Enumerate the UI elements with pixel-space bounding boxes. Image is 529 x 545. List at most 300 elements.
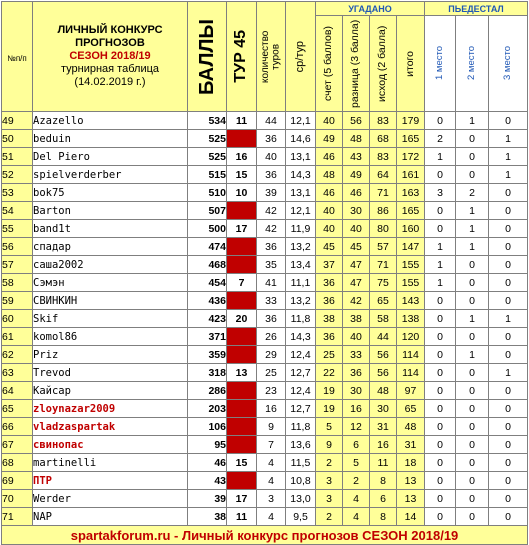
participant-nick: Кайсар bbox=[33, 382, 188, 400]
outcome-hits: 8 bbox=[370, 508, 397, 526]
points-value: 454 bbox=[188, 274, 227, 292]
participant-nick: Azazello bbox=[33, 112, 188, 130]
header-place1: 1 место bbox=[425, 16, 456, 112]
tour-points bbox=[227, 346, 257, 364]
tour-points bbox=[227, 472, 257, 490]
diff-hits: 4 bbox=[343, 508, 370, 526]
place1-count: 0 bbox=[425, 364, 456, 382]
tour-points bbox=[227, 436, 257, 454]
diff-hits: 38 bbox=[343, 310, 370, 328]
row-number: 59 bbox=[2, 292, 33, 310]
place2-count: 1 bbox=[456, 220, 489, 238]
tour-points bbox=[227, 328, 257, 346]
row-number: 63 bbox=[2, 364, 33, 382]
score-hits: 5 bbox=[316, 418, 343, 436]
table-row bbox=[2, 400, 528, 418]
avg-per-tour: 13,1 bbox=[286, 148, 316, 166]
diff-hits: 47 bbox=[343, 256, 370, 274]
table-row bbox=[2, 382, 528, 400]
diff-hits: 33 bbox=[343, 346, 370, 364]
avg-per-tour: 10,8 bbox=[286, 472, 316, 490]
place3-count: 1 bbox=[489, 130, 528, 148]
total-hits: 160 bbox=[397, 220, 425, 238]
place2-count: 0 bbox=[456, 130, 489, 148]
place3-count: 1 bbox=[489, 166, 528, 184]
outcome-hits: 71 bbox=[370, 256, 397, 274]
avg-per-tour: 13,1 bbox=[286, 184, 316, 202]
header-podium: ПЬЕДЕСТАЛ bbox=[425, 2, 528, 16]
points-value: 39 bbox=[188, 490, 227, 508]
outcome-hits: 44 bbox=[370, 328, 397, 346]
table-row bbox=[2, 472, 528, 490]
tour-points: 7 bbox=[227, 274, 257, 292]
place3-count: 0 bbox=[489, 274, 528, 292]
place1-count: 0 bbox=[425, 166, 456, 184]
total-hits: 179 bbox=[397, 112, 425, 130]
points-value: 286 bbox=[188, 382, 227, 400]
place3-count: 0 bbox=[489, 112, 528, 130]
table-row bbox=[2, 310, 528, 328]
tour-points bbox=[227, 256, 257, 274]
place3-count: 0 bbox=[489, 418, 528, 436]
outcome-hits: 30 bbox=[370, 400, 397, 418]
diff-hits: 2 bbox=[343, 472, 370, 490]
tours-count: 36 bbox=[257, 238, 286, 256]
place2-count: 0 bbox=[456, 328, 489, 346]
score-hits: 36 bbox=[316, 292, 343, 310]
score-hits: 48 bbox=[316, 166, 343, 184]
row-number: 51 bbox=[2, 148, 33, 166]
avg-per-tour: 12,1 bbox=[286, 112, 316, 130]
table-row bbox=[2, 184, 528, 202]
total-hits: 147 bbox=[397, 238, 425, 256]
place1-count: 0 bbox=[425, 454, 456, 472]
diff-hits: 49 bbox=[343, 166, 370, 184]
tour-points bbox=[227, 400, 257, 418]
points-value: 38 bbox=[188, 508, 227, 526]
points-value: 46 bbox=[188, 454, 227, 472]
season-label: СЕЗОН 2018/19 bbox=[69, 50, 151, 62]
row-number: 58 bbox=[2, 274, 33, 292]
total-hits: 155 bbox=[397, 274, 425, 292]
points-value: 318 bbox=[188, 364, 227, 382]
header-tour: ТУР 45 bbox=[227, 2, 257, 112]
tour-points bbox=[227, 130, 257, 148]
diff-hits: 46 bbox=[343, 184, 370, 202]
score-hits: 40 bbox=[316, 112, 343, 130]
place2-count: 0 bbox=[456, 382, 489, 400]
header-row-top bbox=[2, 2, 528, 16]
tours-count: 7 bbox=[257, 436, 286, 454]
diff-hits: 6 bbox=[343, 436, 370, 454]
row-number: 57 bbox=[2, 256, 33, 274]
outcome-hits: 71 bbox=[370, 184, 397, 202]
participant-nick: beduin bbox=[33, 130, 188, 148]
tours-count: 42 bbox=[257, 202, 286, 220]
points-value: 468 bbox=[188, 256, 227, 274]
tours-count: 23 bbox=[257, 382, 286, 400]
place2-count: 0 bbox=[456, 490, 489, 508]
score-hits: 2 bbox=[316, 508, 343, 526]
score-hits: 40 bbox=[316, 202, 343, 220]
row-number: 67 bbox=[2, 436, 33, 454]
total-hits: 114 bbox=[397, 364, 425, 382]
score-hits: 2 bbox=[316, 454, 343, 472]
tours-count: 33 bbox=[257, 292, 286, 310]
table-row bbox=[2, 436, 528, 454]
header-avg: ср/тур bbox=[286, 2, 316, 112]
diff-hits: 47 bbox=[343, 274, 370, 292]
avg-per-tour: 11,5 bbox=[286, 454, 316, 472]
tours-count: 44 bbox=[257, 112, 286, 130]
place3-count: 0 bbox=[489, 184, 528, 202]
outcome-hits: 11 bbox=[370, 454, 397, 472]
total-hits: 13 bbox=[397, 472, 425, 490]
table-row bbox=[2, 508, 528, 526]
table-row bbox=[2, 256, 528, 274]
table-row bbox=[2, 202, 528, 220]
avg-per-tour: 11,8 bbox=[286, 418, 316, 436]
place1-count: 0 bbox=[425, 220, 456, 238]
avg-per-tour: 11,8 bbox=[286, 310, 316, 328]
avg-per-tour: 14,3 bbox=[286, 166, 316, 184]
participant-nick: Сэмэн bbox=[33, 274, 188, 292]
place2-count: 0 bbox=[456, 508, 489, 526]
header-place2: 2 место bbox=[456, 16, 489, 112]
outcome-hits: 56 bbox=[370, 364, 397, 382]
tours-count: 36 bbox=[257, 130, 286, 148]
total-hits: 155 bbox=[397, 256, 425, 274]
participant-nick: саша2002 bbox=[33, 256, 188, 274]
header-score: счет (5 баллов) bbox=[316, 16, 343, 112]
tours-count: 26 bbox=[257, 328, 286, 346]
points-value: 510 bbox=[188, 184, 227, 202]
place2-count: 0 bbox=[456, 472, 489, 490]
tours-count: 39 bbox=[257, 184, 286, 202]
place3-count: 0 bbox=[489, 220, 528, 238]
participant-nick: Barton bbox=[33, 202, 188, 220]
outcome-hits: 83 bbox=[370, 112, 397, 130]
tour-points bbox=[227, 238, 257, 256]
table-date: (14.02.2019 г.) bbox=[74, 76, 146, 88]
outcome-hits: 57 bbox=[370, 238, 397, 256]
place1-count: 3 bbox=[425, 184, 456, 202]
outcome-hits: 58 bbox=[370, 310, 397, 328]
place3-count: 0 bbox=[489, 346, 528, 364]
score-hits: 46 bbox=[316, 184, 343, 202]
table-row bbox=[2, 238, 528, 256]
title-line-1: ЛИЧНЫЙ КОНКУРС bbox=[57, 24, 163, 36]
row-number: 70 bbox=[2, 490, 33, 508]
total-hits: 18 bbox=[397, 454, 425, 472]
table-row bbox=[2, 490, 528, 508]
place1-count: 0 bbox=[425, 472, 456, 490]
place3-count: 0 bbox=[489, 382, 528, 400]
total-hits: 97 bbox=[397, 382, 425, 400]
place2-count: 1 bbox=[456, 310, 489, 328]
avg-per-tour: 12,4 bbox=[286, 346, 316, 364]
outcome-hits: 48 bbox=[370, 382, 397, 400]
diff-hits: 16 bbox=[343, 400, 370, 418]
tour-points: 10 bbox=[227, 184, 257, 202]
place2-count: 0 bbox=[456, 454, 489, 472]
score-hits: 36 bbox=[316, 328, 343, 346]
row-number: 66 bbox=[2, 418, 33, 436]
place1-count: 0 bbox=[425, 418, 456, 436]
row-number: 55 bbox=[2, 220, 33, 238]
tours-count: 36 bbox=[257, 166, 286, 184]
table-row bbox=[2, 292, 528, 310]
table-row bbox=[2, 346, 528, 364]
place3-count: 0 bbox=[489, 436, 528, 454]
outcome-hits: 31 bbox=[370, 418, 397, 436]
header-tours-count: количество туров bbox=[257, 2, 286, 112]
outcome-hits: 56 bbox=[370, 346, 397, 364]
score-hits: 46 bbox=[316, 148, 343, 166]
total-hits: 120 bbox=[397, 328, 425, 346]
place3-count: 0 bbox=[489, 238, 528, 256]
score-hits: 38 bbox=[316, 310, 343, 328]
place3-count: 0 bbox=[489, 508, 528, 526]
avg-per-tour: 14,6 bbox=[286, 130, 316, 148]
tours-count: 16 bbox=[257, 400, 286, 418]
participant-nick: спадар bbox=[33, 238, 188, 256]
points-value: 203 bbox=[188, 400, 227, 418]
tour-points: 15 bbox=[227, 166, 257, 184]
row-number: 69 bbox=[2, 472, 33, 490]
place1-count: 0 bbox=[425, 508, 456, 526]
tour-points: 13 bbox=[227, 364, 257, 382]
participant-nick: ПТР bbox=[33, 472, 188, 490]
tours-count: 41 bbox=[257, 274, 286, 292]
outcome-hits: 75 bbox=[370, 274, 397, 292]
total-hits: 48 bbox=[397, 418, 425, 436]
place2-count: 1 bbox=[456, 346, 489, 364]
header-points: БАЛЛЫ bbox=[188, 2, 227, 112]
place1-count: 0 bbox=[425, 292, 456, 310]
place3-count: 0 bbox=[489, 472, 528, 490]
tours-count: 3 bbox=[257, 490, 286, 508]
diff-hits: 45 bbox=[343, 238, 370, 256]
points-value: 371 bbox=[188, 328, 227, 346]
place2-count: 0 bbox=[456, 292, 489, 310]
tour-points: 17 bbox=[227, 490, 257, 508]
outcome-hits: 86 bbox=[370, 202, 397, 220]
standings-table bbox=[1, 1, 528, 545]
points-value: 95 bbox=[188, 436, 227, 454]
total-hits: 65 bbox=[397, 400, 425, 418]
total-hits: 14 bbox=[397, 508, 425, 526]
tour-points: 15 bbox=[227, 454, 257, 472]
participant-nick: NAP bbox=[33, 508, 188, 526]
row-number: 49 bbox=[2, 112, 33, 130]
place3-count: 0 bbox=[489, 400, 528, 418]
avg-per-tour: 13,4 bbox=[286, 256, 316, 274]
tour-points: 11 bbox=[227, 508, 257, 526]
points-value: 423 bbox=[188, 310, 227, 328]
table-row bbox=[2, 454, 528, 472]
score-hits: 22 bbox=[316, 364, 343, 382]
avg-per-tour: 12,7 bbox=[286, 364, 316, 382]
header-no: №п/п bbox=[2, 2, 33, 112]
place1-count: 0 bbox=[425, 202, 456, 220]
avg-per-tour: 13,6 bbox=[286, 436, 316, 454]
place2-count: 2 bbox=[456, 184, 489, 202]
outcome-hits: 83 bbox=[370, 148, 397, 166]
table-row bbox=[2, 274, 528, 292]
place1-count: 0 bbox=[425, 310, 456, 328]
tours-count: 35 bbox=[257, 256, 286, 274]
points-value: 474 bbox=[188, 238, 227, 256]
points-value: 507 bbox=[188, 202, 227, 220]
row-number: 54 bbox=[2, 202, 33, 220]
diff-hits: 42 bbox=[343, 292, 370, 310]
table-row bbox=[2, 220, 528, 238]
place2-count: 0 bbox=[456, 148, 489, 166]
tours-count: 36 bbox=[257, 310, 286, 328]
place3-count: 0 bbox=[489, 292, 528, 310]
total-hits: 165 bbox=[397, 130, 425, 148]
score-hits: 3 bbox=[316, 490, 343, 508]
outcome-hits: 6 bbox=[370, 490, 397, 508]
row-number: 60 bbox=[2, 310, 33, 328]
header-outcome: исход (2 балла) bbox=[370, 16, 397, 112]
place1-count: 0 bbox=[425, 490, 456, 508]
score-hits: 49 bbox=[316, 130, 343, 148]
place1-count: 0 bbox=[425, 346, 456, 364]
place2-count: 1 bbox=[456, 238, 489, 256]
score-hits: 45 bbox=[316, 238, 343, 256]
participant-nick: vladzaspartak bbox=[33, 418, 188, 436]
place3-count: 1 bbox=[489, 364, 528, 382]
points-value: 525 bbox=[188, 148, 227, 166]
outcome-hits: 8 bbox=[370, 472, 397, 490]
place2-count: 0 bbox=[456, 364, 489, 382]
total-hits: 172 bbox=[397, 148, 425, 166]
points-value: 500 bbox=[188, 220, 227, 238]
score-hits: 3 bbox=[316, 472, 343, 490]
diff-hits: 48 bbox=[343, 130, 370, 148]
tours-count: 9 bbox=[257, 418, 286, 436]
diff-hits: 40 bbox=[343, 220, 370, 238]
tours-count: 29 bbox=[257, 346, 286, 364]
diff-hits: 12 bbox=[343, 418, 370, 436]
participant-nick: Skif bbox=[33, 310, 188, 328]
row-number: 68 bbox=[2, 454, 33, 472]
score-hits: 25 bbox=[316, 346, 343, 364]
outcome-hits: 16 bbox=[370, 436, 397, 454]
place2-count: 0 bbox=[456, 436, 489, 454]
title-block bbox=[33, 2, 188, 112]
participant-nick: СВИНКИН bbox=[33, 292, 188, 310]
place2-count: 0 bbox=[456, 256, 489, 274]
table-subtitle: турнирная таблица bbox=[60, 63, 160, 75]
tour-points: 17 bbox=[227, 220, 257, 238]
tours-count: 4 bbox=[257, 472, 286, 490]
diff-hits: 56 bbox=[343, 112, 370, 130]
row-number: 62 bbox=[2, 346, 33, 364]
participant-nick: Werder bbox=[33, 490, 188, 508]
tour-points bbox=[227, 382, 257, 400]
total-hits: 114 bbox=[397, 346, 425, 364]
row-number: 52 bbox=[2, 166, 33, 184]
points-value: 106 bbox=[188, 418, 227, 436]
avg-per-tour: 11,1 bbox=[286, 274, 316, 292]
place3-count: 0 bbox=[489, 328, 528, 346]
diff-hits: 5 bbox=[343, 454, 370, 472]
place1-count: 1 bbox=[425, 238, 456, 256]
place2-count: 0 bbox=[456, 166, 489, 184]
place1-count: 0 bbox=[425, 382, 456, 400]
outcome-hits: 68 bbox=[370, 130, 397, 148]
total-hits: 143 bbox=[397, 292, 425, 310]
footer-caption: spartakforum.ru - Личный конкурс прогнозов СЕЗОН 2018/19 bbox=[2, 526, 528, 545]
place1-count: 2 bbox=[425, 130, 456, 148]
avg-per-tour: 9,5 bbox=[286, 508, 316, 526]
row-number: 71 bbox=[2, 508, 33, 526]
outcome-hits: 80 bbox=[370, 220, 397, 238]
tours-count: 4 bbox=[257, 508, 286, 526]
place1-count: 1 bbox=[425, 274, 456, 292]
total-hits: 161 bbox=[397, 166, 425, 184]
avg-per-tour: 12,1 bbox=[286, 202, 316, 220]
total-hits: 31 bbox=[397, 436, 425, 454]
diff-hits: 36 bbox=[343, 364, 370, 382]
diff-hits: 4 bbox=[343, 490, 370, 508]
place3-count: 0 bbox=[489, 454, 528, 472]
participant-nick: Del Piero bbox=[33, 148, 188, 166]
diff-hits: 30 bbox=[343, 382, 370, 400]
participant-nick: zloynazar2009 bbox=[33, 400, 188, 418]
title-line-2: ПРОГНОЗОВ bbox=[75, 37, 145, 49]
total-hits: 165 bbox=[397, 202, 425, 220]
place2-count: 0 bbox=[456, 274, 489, 292]
header-guessed: УГАДАНО bbox=[316, 2, 425, 16]
tour-points bbox=[227, 418, 257, 436]
diff-hits: 40 bbox=[343, 328, 370, 346]
total-hits: 163 bbox=[397, 184, 425, 202]
table-row bbox=[2, 112, 528, 130]
tours-count: 40 bbox=[257, 148, 286, 166]
row-number: 53 bbox=[2, 184, 33, 202]
avg-per-tour: 11,9 bbox=[286, 220, 316, 238]
place1-count: 1 bbox=[425, 256, 456, 274]
tour-points bbox=[227, 202, 257, 220]
table-row bbox=[2, 328, 528, 346]
points-value: 436 bbox=[188, 292, 227, 310]
table-row bbox=[2, 130, 528, 148]
score-hits: 40 bbox=[316, 220, 343, 238]
total-hits: 13 bbox=[397, 490, 425, 508]
tour-points bbox=[227, 292, 257, 310]
score-hits: 9 bbox=[316, 436, 343, 454]
points-value: 515 bbox=[188, 166, 227, 184]
place1-count: 0 bbox=[425, 400, 456, 418]
points-value: 525 bbox=[188, 130, 227, 148]
participant-nick: spielverderber bbox=[33, 166, 188, 184]
place3-count: 0 bbox=[489, 256, 528, 274]
tours-count: 4 bbox=[257, 454, 286, 472]
participant-nick: bok75 bbox=[33, 184, 188, 202]
row-number: 65 bbox=[2, 400, 33, 418]
tours-count: 42 bbox=[257, 220, 286, 238]
score-hits: 37 bbox=[316, 256, 343, 274]
place1-count: 1 bbox=[425, 148, 456, 166]
participant-nick: band1t bbox=[33, 220, 188, 238]
header-total: итого bbox=[397, 16, 425, 112]
total-hits: 138 bbox=[397, 310, 425, 328]
avg-per-tour: 12,4 bbox=[286, 382, 316, 400]
